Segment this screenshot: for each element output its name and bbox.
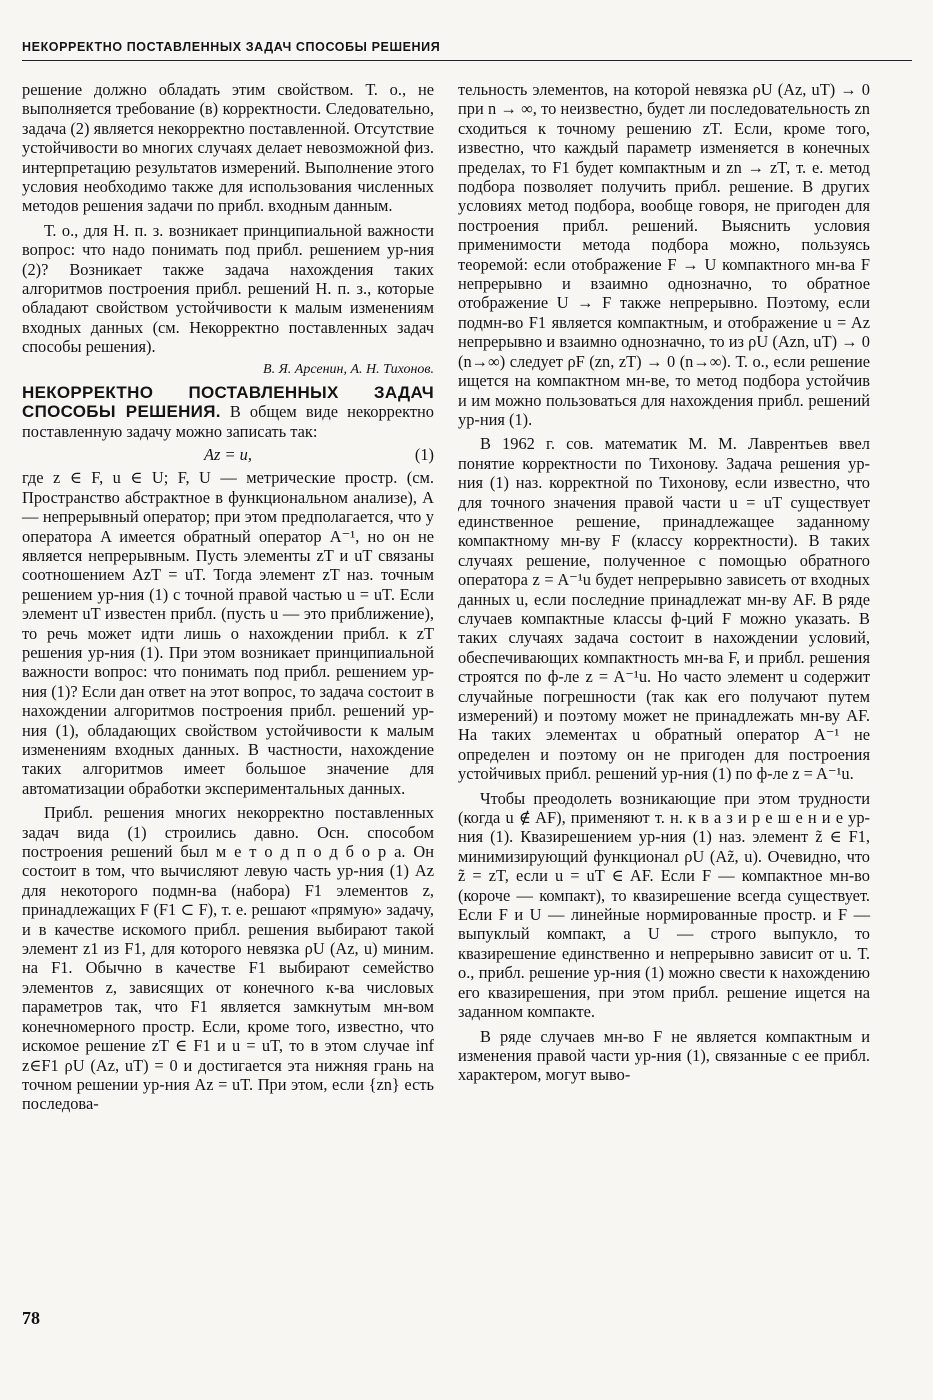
formula-1-expression: Az = u, [204,444,252,464]
left-paragraph-3: где z ∈ F, u ∈ U; F, U — метрические простр. (см. Пространство абстрактное в функциональном анализе), A — непрерывный оператор; при этом предполагается, что у оператора A имеется обратный оператор A⁻¹, но он не является непрерывным. Пусть элементы zT и uT связаны соотношением AzT = uT. Тогда элемент zT наз. точным решением ур-ния (1) с точной правой частью u = uT. Если элемент uT известен прибл. (пусть u — это приближение), то речь может идти лишь о нахождении прибл. к zT решения ур-ния (1). При этом возникает принципиальной важности вопрос: что понимать под прибл. решением ур-ния (1)? Если дан ответ на этот вопрос, то задача состоит в нахождении алгоритмов построения прибл. решений ур-ния (1), обладающих свойством устойчивости к малым изменениям входных данных. В частности, нахождение таких алгоритмов имеет большое значение для автоматизации обработки экспериментальных данных. [22,468,434,798]
left-paragraph-1: решение должно обладать этим свойством. Т. о., не выполняется требование (в) корректности. Следовательно, задача (2) является некорректно поставленной. Отсутствие устойчивости во многих случаях делает невозможной физ. интерпретацию результатов измерений. Выполнение этого условия необходимо также для использования численных методов решения задачи по прибл. входным данным. [22,80,434,216]
left-paragraph-4: Прибл. решения многих некорректно поставленных задач вида (1) строились давно. Осн. способом построения решений был м е т о д п о д б о р а. Он состоит в том, что вычисляют левую часть ур-ния (1) Az для некоторого подмн-ва (набора) F1 элементов z, принадлежащих F (F1 ⊂ F), т. е. решают «прямую» задачу, и в качестве искомого прибл. решения выбирают такой элемент z1 из F1, для которого невязка ρU (Az, u) миним. на F1. Обычно в качестве F1 выбирают семейство элементов z, зависящих от конечного к-ва числовых параметров так, что F1 является замкнутым мн-вом конечномерного простр. Если, кроме того, известно, что искомое решение zT ∈ F1 и u = uT, то в этом случае inf z∈F1 ρU (Az, uT) = 0 и достигается эта нижняя грань на точном решении ур-ния Az = uT. При этом, если {zn} есть последова- [22,803,434,1114]
author-signature: В. Я. Арсенин, А. Н. Тихонов. [263,361,434,377]
right-paragraph-3: Чтобы преодолеть возникающие при этом трудности (когда u ∉ AF), применяют т. н. к в а з и р е ш е н и е ур-ния (1). Квазирешением ур-ния (1) наз. элемент z̃ ∈ F1, минимизирующий функционал ρU (Az̃, u). Очевидно, что z̃ = zT, если u = uT ∈ AF. Если F — компактное мн-во (короче — компакт), то квазирешение всегда существует. Если F и U — линейные нормированные простр. и F — выпуклый компакт, а U — строго выпукло, то квазирешение единственно и непрерывно зависит от u. Т. о., прибл. решение ур-ния (1) можно свести к нахождению его квазирешения, при этом прибл. решение ищется на заданном компакте. [458,788,870,1022]
entry-heading [22,383,434,441]
running-header: НЕКОРРЕКТНО ПОСТАВЛЕННЫХ ЗАДАЧ СПОСОБЫ РЕШЕНИЯ [22,40,912,61]
page-number: 78 [22,1308,40,1328]
right-paragraph-1: тельность элементов, на которой невязка ρU (Az, uT) → 0 при n → ∞, то неизвестно, будет ли последовательность zn сходиться к точному решению zT. Если, кроме того, известно, что каждый параметр изменяется в конечных пределах, то F1 будет компактным и zn → zT, т. е. метод подбора позволяет получить прибл. решение. В других условиях метод подбора, вообще говоря, не пригоден для построения прибл. решений. Выяснить условия применимости метода подбора можно, пользуясь теоремой: если отображение F → U компактного мн-ва F непрерывно и взаимно однозначно, то обратное отображение U → F также непрерывно. Поэтому, если подмн-во F1 является компактным, и отображение u = Az непрерывно и взаимно однозначно, то из ρU (Azn, uT) → 0 (n→∞) следует ρF (zn, zT) → 0 (n→∞). Т. о., если решение ищется на компактном мн-ве, то метод подбора устойчив и им можно пользоваться для нахождения прибл. решений ур-ния (1). [458,80,870,429]
left-paragraph-2: Т. о., для Н. п. з. возникает принципиальной важности вопрос: что надо понимать под прибл. решением ур-ния (2)? Возникает также задача нахождения таких алгоритмов построения прибл. решений Н. п. з., которые обладают свойством устойчивости к малым изменениям входных данных (см. Некорректно поставленных задач способы решения). [22,220,434,357]
entry-intro: В общем виде некорректно поставленную задачу можно записать так: [22,402,434,441]
formula-1-number: (1) [414,444,434,464]
right-paragraph-4: В ряде случаев мн-во F не является компактным и изменения правой части ур-ния (1), связанные с ее прибл. характером, могут выво- [458,1026,870,1085]
right-paragraph-2: В 1962 г. сов. математик М. М. Лаврентьев ввел понятие корректности по Тихонову. Задача решения ур-ния (1) наз. корректной по Тихонову, если известно, что для точного значения правой части u = uT существует единственное решение, принадлежащее заданному компактному мн-ву F (классу корректности). В таких случаях решение, полученное с помощью обратного оператора z = A⁻¹u будет непрерывно зависеть от входных данных u, если последние принадлежат мн-ву AF. В ряде случаев компактные классы ф-ций F можно указать. В таких случаях задача состоит в нахождении условий, обеспечивающих компактность мн-ва F, и прибл. решения строятся по ф-ле z = A⁻¹u. Но часто элемент u содержит случайные погрешности (так как его получают путем измерений) и поэтому может не принадлежать мн-ву AF. На таких элементах u обратный оператор A⁻¹ не определен и поэтому он не пригоден для построения устойчивых прибл. решений ур-ния (1) по ф-ле z = A⁻¹u. [458,434,870,784]
formula-1 [22,445,434,464]
left-column [22,80,434,1114]
entry-title: НЕКОРРЕКТНО ПОСТАВЛЕННЫХ ЗАДАЧ СПОСОБЫ РЕШЕНИЯ. [22,382,434,422]
right-column [458,80,870,1085]
